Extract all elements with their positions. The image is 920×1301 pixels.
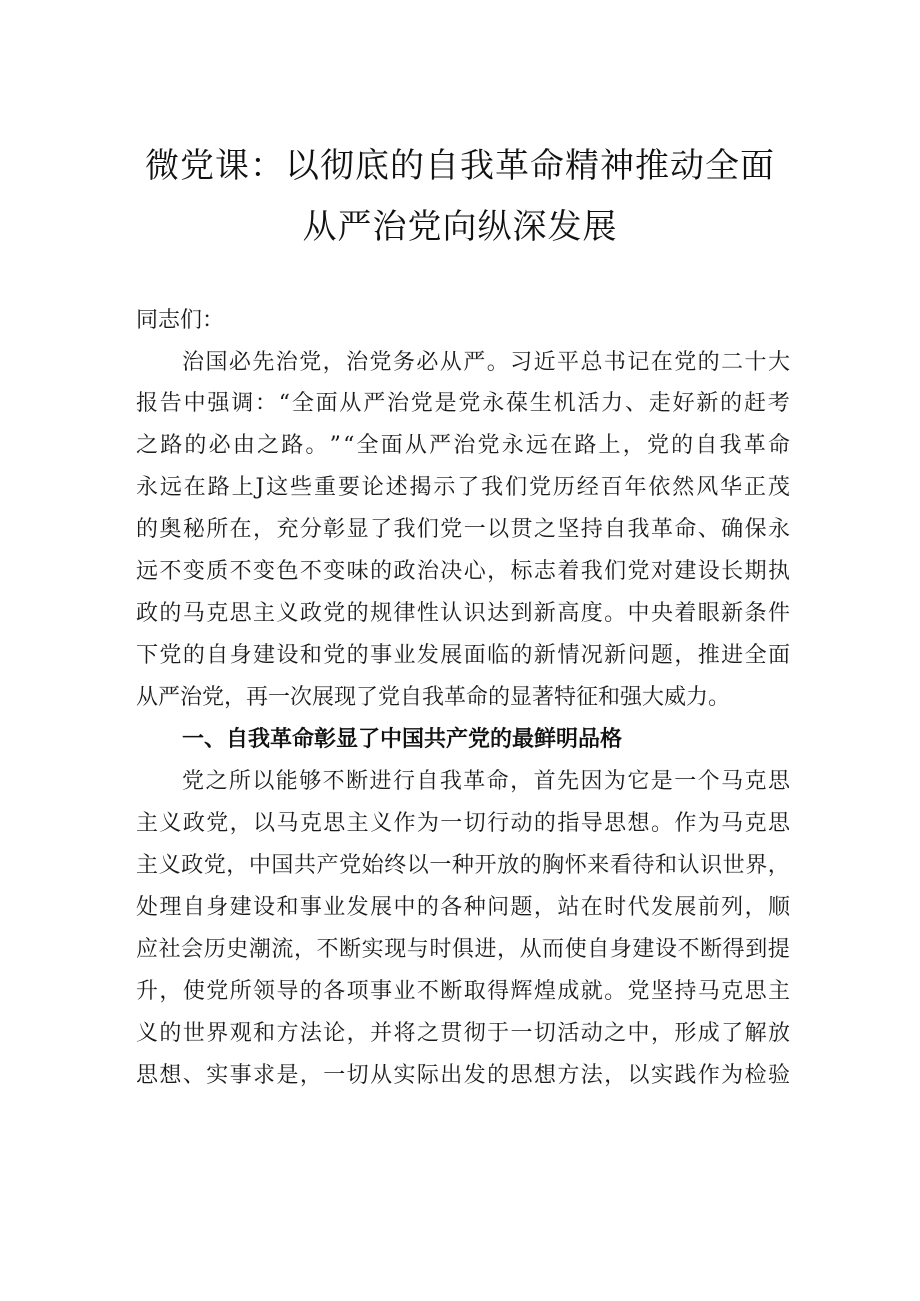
section-heading-1: 一、自我革命彰显了中国共产党的最鲜明品格 (182, 727, 623, 752)
paragraph-2-line-8: 思 想 、 实 事 求 是 ， 一 切 从 实 际 出 发 的 思 想 方 法 ， 以 实 践 作 为 检 验 (136, 1063, 790, 1088)
document-title-line-2: 从严治党向纵深发展 (302, 207, 618, 247)
paragraph-1-line-3: 之 路 的 必 由 之 路 。 ” “ 全 面 从 严 治 党 永 远 在 路 上 ， 党 的 自 我 革 命 (136, 433, 790, 458)
paragraph-2-line-6: 升 ， 使 党 所 领 导 的 各 项 事 业 不 断 取 得 辉 煌 成 就 。 党 坚 持 马 克 思 主 (136, 979, 790, 1004)
paragraph-1-line-7: 政 的 马 克 思 主 义 政 党 的 规 律 性 认 识 达 到 新 高 度 。 中 央 着 眼 新 条 件 (136, 601, 790, 626)
salutation: 同志们： (136, 308, 225, 333)
paragraph-2-line-1: 党 之 所 以 能 够 不 断 进 行 自 我 革 命 ， 首 先 因 为 它 是 一 个 马 克 思 (182, 769, 790, 794)
paragraph-2-line-5: 应 社 会 历 史 潮 流 ， 不 断 实 现 与 时 俱 进 ， 从 而 使 自 身 建 设 不 断 得 到 提 (136, 937, 790, 962)
document-title-line-1: 微党课：以彻底的自我革命精神推动全面 (145, 146, 775, 186)
paragraph-2-line-7: 义 的 世 界 观 和 方 法 论 ， 并 将 之 贯 彻 于 一 切 活 动 之 中 ， 形 成 了 解 放 (136, 1021, 790, 1046)
paragraph-1-line-6: 远 不 变 质 不 变 色 不 变 味 的 政 治 决 心 ， 标 志 着 我 们 党 对 建 设 长 期 执 (136, 559, 790, 584)
paragraph-1-line-5: 的 奥 秘 所 在 ， 充 分 彰 显 了 我 们 党 一 以 贯 之 坚 持 自 我 革 命 、 确 保 永 (136, 517, 790, 542)
paragraph-1-line-8: 下 党 的 自 身 建 设 和 党 的 事 业 发 展 面 临 的 新 情 况 新 问 题 ， 推 进 全 面 (136, 643, 790, 668)
paragraph-1-line-9: 从严治党，再一次展现了党自我革命的显著特征和强大威力。 (136, 685, 731, 710)
paragraph-2-line-4: 处 理 自 身 建 设 和 事 业 发 展 中 的 各 种 问 题 ， 站 在 时 代 发 展 前 列 ， 顺 (136, 895, 790, 920)
paragraph-2-line-3: 主 义 政 党 ， 中 国 共 产 党 始 终 以 一 种 开 放 的 胸 怀 来 看 待 和 认 识 世 界 ， (136, 853, 790, 878)
paragraph-1-line-4: 永 远 在 路 上 J 这 些 重 要 论 述 揭 示 了 我 们 党 历 经 百 年 依 然 风 华 正 茂 (136, 475, 790, 500)
paragraph-1-line-1: 治 国 必 先 治 党 ， 治 党 务 必 从 严 。 习 近 平 总 书 记 在 党 的 二 十 大 (182, 350, 790, 375)
paragraph-2-line-2: 主 义 政 党 ， 以 马 克 思 主 义 作 为 一 切 行 动 的 指 导 思 想 。 作 为 马 克 思 (136, 811, 790, 836)
paragraph-1-line-2: 报 告 中 强 调 ： “ 全 面 从 严 治 党 是 党 永 葆 生 机 活 力 、 走 好 新 的 赶 考 (136, 391, 790, 416)
